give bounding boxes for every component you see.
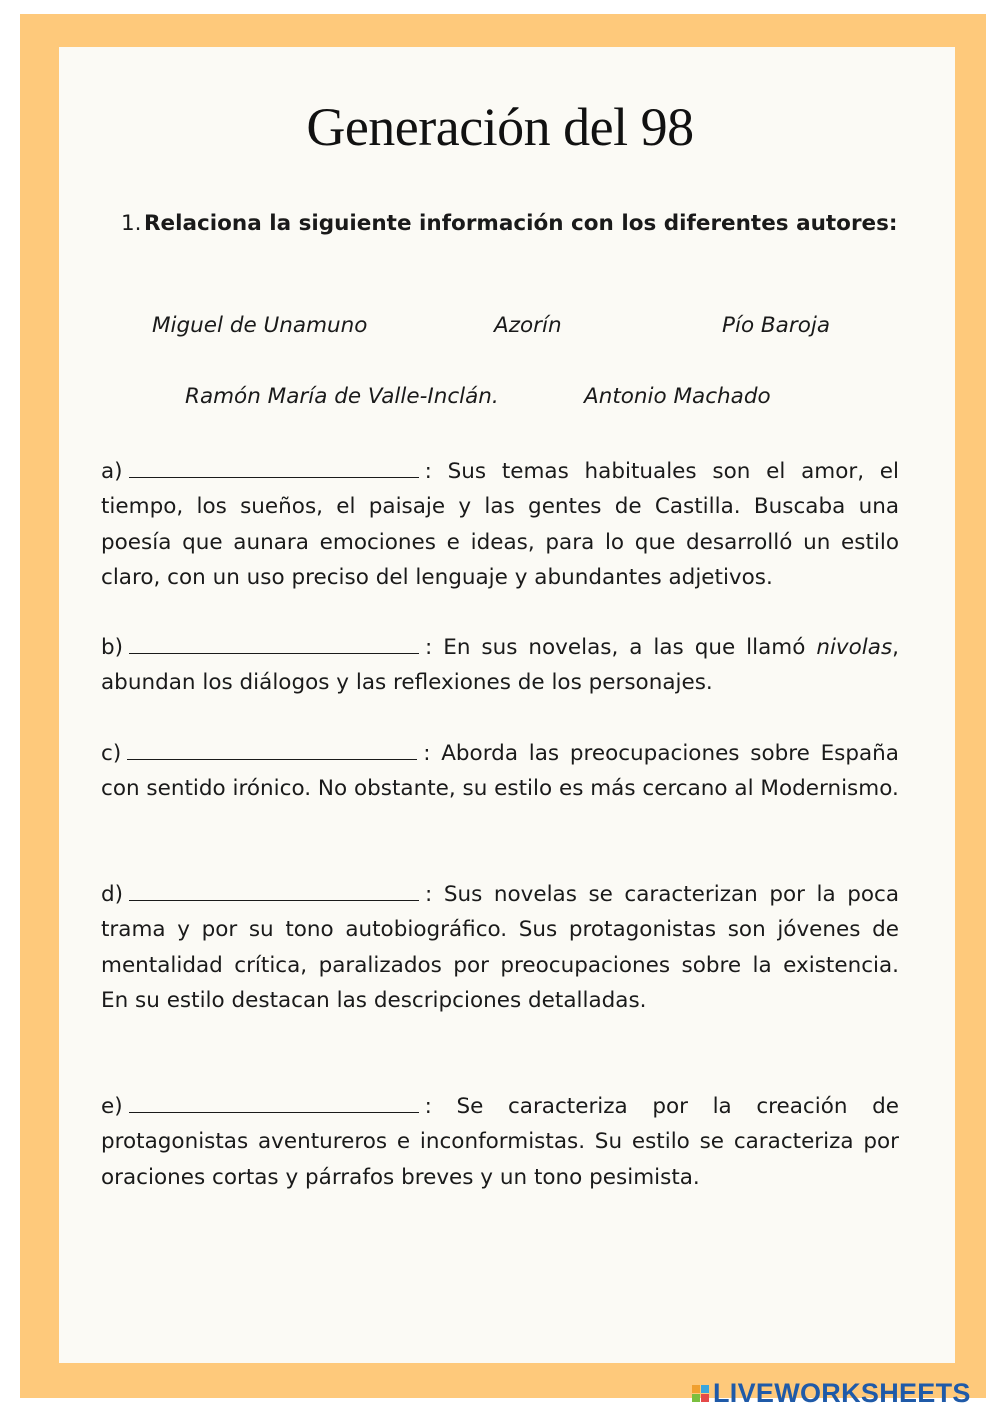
item-d-letter: d) <box>101 882 124 907</box>
item-e-letter: e) <box>101 1094 123 1119</box>
item-b-text-before: : En sus novelas, a las que llamó <box>425 635 817 660</box>
logo-text: LIVEWORKSHEETS <box>713 1378 971 1408</box>
item-c-letter: c) <box>101 741 122 766</box>
item-b-letter: b) <box>101 635 124 660</box>
item-a <box>101 454 899 595</box>
answer-blank-c[interactable] <box>127 739 417 760</box>
page-title: Generación del 98 <box>306 97 694 157</box>
item-b-text-after: , abundan los diálogos y las reflexiones de los personajes. <box>101 635 899 696</box>
answer-blank-a[interactable] <box>129 457 419 478</box>
instruction-number: 1. <box>121 211 142 236</box>
author-valle-inclan: Ramón María de Valle-Inclán. <box>185 384 499 409</box>
answer-blank-b[interactable] <box>129 633 419 654</box>
instruction-text: Relaciona la siguiente información con los diferentes autores: <box>144 211 898 236</box>
item-d-text: : Sus novelas se caracterizan por la poca trama y por su tono autobiográfico. Sus protagonistas son jóvenes de mentalidad crítica, paralizados por preocupaciones sobre la existencia. En su estilo destacan las descripciones detalladas. <box>101 882 899 1013</box>
author-azorin: Azorín <box>494 313 562 338</box>
logo-squares-icon <box>692 1385 709 1402</box>
item-a-text: : Sus temas habituales son el amor, el tiempo, los sueños, el paisaje y las gentes de Castilla. Buscaba una poesía que aunara emociones e ideas, para lo que desarrolló un estilo claro, con un uso preciso del lenguaje y abundantes adjetivos. <box>101 459 899 590</box>
author-baroja: Pío Baroja <box>722 313 830 338</box>
answer-blank-e[interactable] <box>129 1092 419 1113</box>
item-c <box>101 736 899 807</box>
instruction-block <box>101 206 899 241</box>
liveworksheets-logo <box>692 1378 971 1409</box>
author-unamuno: Miguel de Unamuno <box>152 313 368 338</box>
item-b-emphasis: nivolas <box>816 635 893 660</box>
answer-blank-d[interactable] <box>129 880 419 901</box>
author-machado: Antonio Machado <box>584 384 771 409</box>
item-a-letter: a) <box>101 459 123 484</box>
item-e-text: : Se caracteriza por la creación de protagonistas aventureros e inconformistas. Su estilo se caracteriza por oraciones cortas y párrafos breves y un tono pesimista. <box>101 1094 899 1190</box>
item-b <box>101 630 899 701</box>
item-c-text: : Aborda las preocupaciones sobre España con sentido irónico. No obstante, su estilo es más cercano al Modernismo. <box>101 741 899 802</box>
item-d <box>101 877 899 1018</box>
instruction-item <box>101 206 899 241</box>
item-e <box>101 1089 899 1195</box>
